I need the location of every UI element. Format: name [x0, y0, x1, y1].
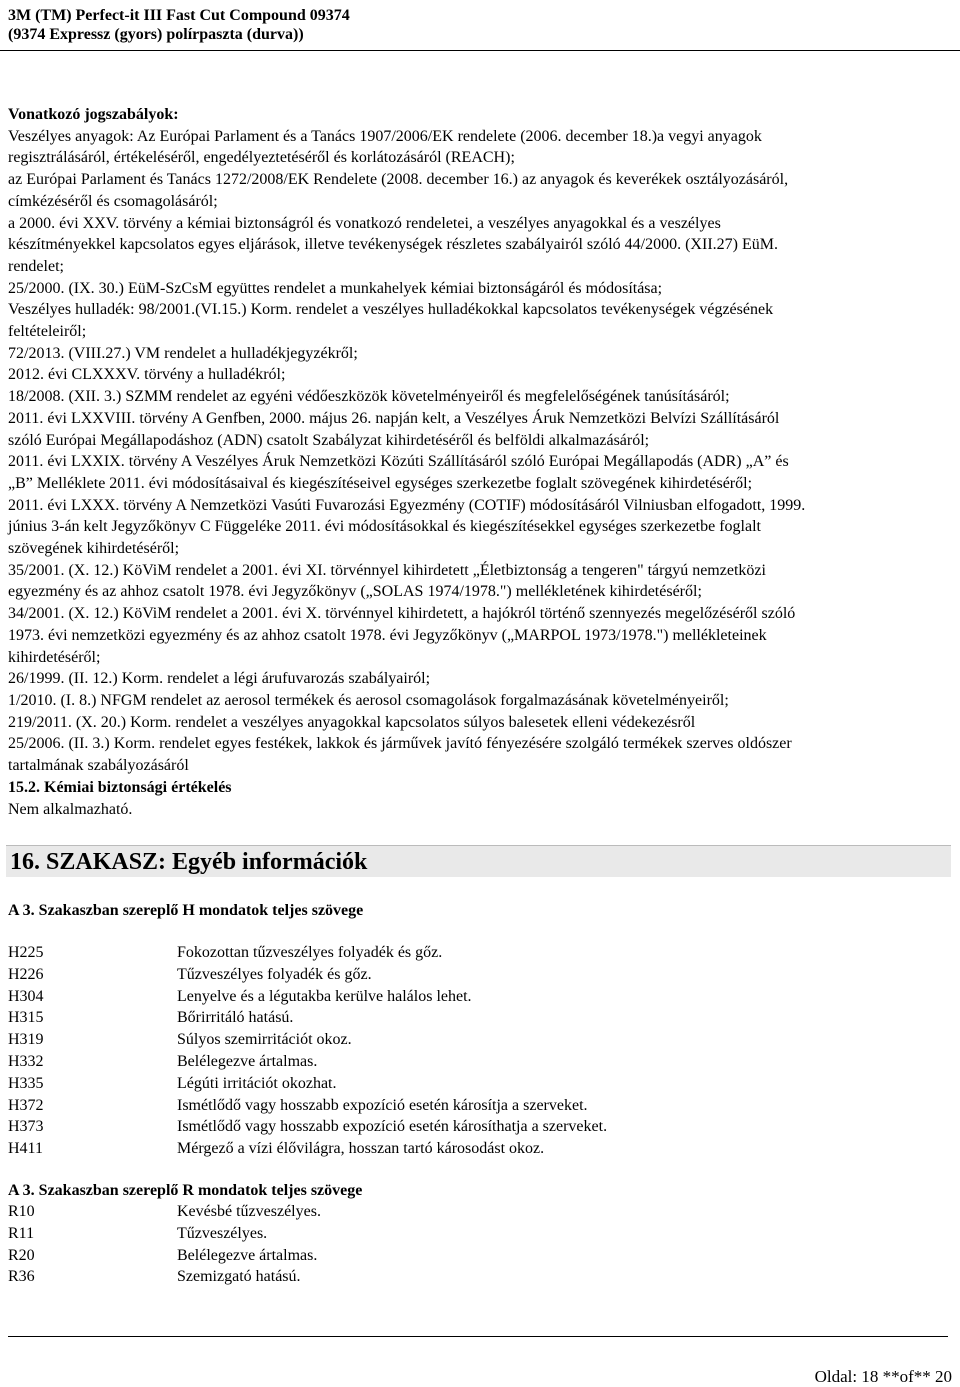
legal-line: készítményekkel kapcsolatos egyes eljárások, illetve tevékenységek részletes szabályairól szóló 44/2000. (XII.27) EüM.	[8, 236, 778, 254]
phrase-row	[8, 1051, 607, 1073]
phrase-code: R20	[8, 1246, 35, 1264]
phrase-row	[8, 1095, 607, 1117]
phrase-row	[8, 1245, 321, 1267]
phrase-row	[8, 1073, 607, 1095]
phrase-code: H304	[8, 987, 44, 1005]
section-16-title: 16. SZAKASZ: Egyéb információk	[6, 845, 951, 877]
phrase-text: Kevésbé tűzveszélyes.	[177, 1203, 321, 1220]
legal-line: regisztrálásáról, értékeléséről, engedélyeztetéséről és korlátozásáról (REACH);	[8, 149, 515, 167]
phrase-text: Ismétlődő vagy hosszabb expozíció esetén károsíthatja a szerveket.	[177, 1118, 608, 1136]
phrase-code: H225	[8, 944, 44, 961]
phrase-row	[8, 1138, 607, 1160]
phrase-code: H411	[8, 1140, 43, 1158]
phrase-row	[8, 1029, 607, 1051]
phrase-text: Mérgező a vízi élővilágra, hosszan tartó károsodást okoz.	[177, 1140, 545, 1158]
legal-line: 25/2006. (II. 3.) Korm. rendelet egyes festékek, lakkok és járművek javító fényezésére szolgáló termékek szerves oldószer	[8, 735, 792, 753]
phrase-text: Fokozottan tűzveszélyes folyadék és gőz.	[177, 944, 443, 961]
legal-line: 2011. évi LXXX. törvény A Nemzetközi Vasúti Fuvarozási Egyezmény (COTIF) módosításáról Vilniusban elfogadott, 1999.	[8, 496, 806, 514]
product-title: 3M (TM) Perfect-it III Fast Cut Compound 09374	[8, 7, 350, 24]
legal-line: egyezmény és az ahhoz csatolt 1978. évi Jegyzőkönyv („SOLAS 1974/1978.") mellékletének kihirdetéséről;	[8, 583, 702, 601]
legal-line: Veszélyes hulladék: 98/2001.(VI.15.) Korm. rendelet a veszélyes hulladékokkal kapcsolatos tevékenységek végzésének	[8, 301, 774, 319]
legal-line: 35/2001. (X. 12.) KöViM rendelet a 2001. évi XI. törvénnyel kihirdetett „Életbiztonság a tengeren" tárgyú nemzetközi	[8, 561, 766, 579]
legal-line: 1/2010. (I. 8.) NFGM rendelet az aerosol termékek és aerosol csomagolások forgalmazásának követelményeiről;	[8, 691, 729, 709]
phrase-code: H332	[8, 1052, 44, 1070]
phrase-row	[8, 1116, 607, 1138]
phrase-text: Belélegezve ártalmas.	[177, 1052, 318, 1070]
phrase-text: Tűzveszélyes folyadék és gőz.	[177, 965, 372, 983]
phrase-text: Ismétlődő vagy hosszabb expozíció esetén károsítja a szerveket.	[177, 1096, 588, 1114]
phrase-text: Tűzveszélyes.	[177, 1224, 268, 1242]
phrase-row	[8, 1266, 321, 1288]
phrase-code: H315	[8, 1009, 44, 1027]
legal-lines	[8, 126, 954, 777]
phrase-text: Lenyelve és a légutakba kerülve halálos lehet.	[177, 987, 472, 1005]
legal-line: „B” Melléklete 2011. évi módosításaival és kiegészítéseivel egységes szerkezetbe foglalt szövegének kihirdetéséről;	[8, 474, 753, 492]
legal-line: az Európai Parlament és Tanács 1272/2008/EK Rendelete (2008. december 16.) az anyagok és keverékek osztályozásáról,	[8, 171, 789, 189]
phrase-code: R36	[8, 1268, 35, 1286]
phrase-row	[8, 1223, 321, 1245]
phrase-code: H373	[8, 1118, 44, 1136]
phrase-row	[8, 964, 607, 986]
legal-line: szövegének kihirdetéséről;	[8, 540, 180, 558]
legal-line: feltételeiről;	[8, 323, 87, 341]
legal-line: 2011. évi LXXIX. törvény A Veszélyes Áruk Nemzetközi Közúti Szállításáról szóló Európai Megállapodás (ADR) „A” és	[8, 453, 789, 471]
legal-line: 1973. évi nemzetközi egyezmény és az ahhoz csatolt 1978. évi Jegyzőkönyv („MARPOL 1973/1978.") mellékleteinek	[8, 626, 767, 644]
chemical-safety-heading: 15.2. Kémiai biztonsági értékelés	[8, 778, 232, 796]
legal-line: Veszélyes anyagok: Az Európai Parlament és a Tanács 1907/2006/EK rendelete (2006. december 18.)a vegyi anyagok	[8, 127, 762, 145]
legal-line: tartalmának szabályozásáról	[8, 757, 189, 775]
legal-line: 2012. évi CLXXXV. törvény a hulladékról;	[8, 366, 286, 384]
chemical-safety-text: Nem alkalmazható.	[8, 800, 133, 818]
legal-line: 72/2013. (VIII.27.) VM rendelet a hulladékjegyzékről;	[8, 344, 358, 362]
r-phrases-heading: A 3. Szakaszban szereplő R mondatok teljes szövege	[8, 1182, 363, 1199]
phrase-row	[8, 942, 607, 964]
phrase-text: Súlyos szemirritációt okoz.	[177, 1031, 352, 1049]
phrase-text: Szemizgató hatású.	[177, 1268, 301, 1286]
document-header	[8, 6, 350, 44]
legal-line: 18/2008. (XII. 3.) SZMM rendelet az egyéni védőeszközök követelményeiről és megfelelőségének tanúsításáról;	[8, 388, 730, 406]
legal-line: június 3-án kelt Jegyzőkönyv C Függeléke 2011. évi módosításokkal és kiegészítésekkel egységes szerkezetbe foglalt	[8, 518, 761, 536]
legal-line: 26/1999. (II. 12.) Korm. rendelet a légi árufuvarozás szabályairól;	[8, 670, 431, 688]
phrase-text: Belélegezve ártalmas.	[177, 1246, 318, 1264]
h-phrases-heading: A 3. Szakaszban szereplő H mondatok teljes szövege	[8, 902, 364, 919]
phrase-text: Légúti irritációt okozhat.	[177, 1074, 337, 1092]
legal-section	[8, 104, 954, 820]
phrase-code: H319	[8, 1031, 44, 1049]
phrase-code: H372	[8, 1096, 44, 1114]
product-subtitle: (9374 Expressz (gyors) polírpaszta (durva))	[8, 26, 304, 43]
legal-line: 25/2000. (IX. 30.) EüM-SzCsM együttes rendelet a munkahelyek kémiai biztonságáról és módosítása;	[8, 279, 663, 297]
phrase-code: R11	[8, 1224, 35, 1242]
legal-line: rendelet;	[8, 257, 64, 275]
legal-line: 34/2001. (X. 12.) KöViM rendelet a 2001. évi X. törvénnyel kihirdetett, a hajókról történő szennyezés megelőzéséről szóló	[8, 605, 796, 623]
phrase-code: H226	[8, 965, 44, 983]
footer-divider	[8, 1336, 948, 1337]
legal-line: 2011. évi LXXVIII. törvény A Genfben, 2000. május 26. napján kelt, a Veszélyes Áruk Nemzetközi Belvízi Szállításáról	[8, 409, 780, 427]
r-phrases-list	[8, 1201, 321, 1288]
legal-line: címkézéséről és csomagolásáról;	[8, 192, 218, 210]
legal-line: szóló Európai Megállapodáshoz (ADN) csatolt Szabályzat kihirdetéséről és belföldi alkalmazásáról;	[8, 431, 650, 449]
page-number: Oldal: 18 **of** 20	[814, 1367, 952, 1386]
phrase-code: H335	[8, 1074, 44, 1092]
legal-line: kihirdetéséről;	[8, 648, 101, 666]
phrase-code: R10	[8, 1203, 35, 1220]
legal-line: a 2000. évi XXV. törvény a kémiai biztonságról és vonatkozó rendeletei, a veszélyes anyagokkal és a veszélyes	[8, 214, 721, 232]
phrase-row	[8, 1201, 321, 1223]
h-phrases-list	[8, 942, 607, 1160]
header-divider	[0, 50, 960, 51]
legal-title: Vonatkozó jogszabályok:	[8, 106, 179, 123]
phrase-row	[8, 1007, 607, 1029]
legal-line: 219/2011. (X. 20.) Korm. rendelet a veszélyes anyagokkal kapcsolatos súlyos balesetek elleni védekezésről	[8, 713, 696, 731]
phrase-text: Bőrirritáló hatású.	[177, 1009, 294, 1027]
phrase-row	[8, 986, 607, 1008]
